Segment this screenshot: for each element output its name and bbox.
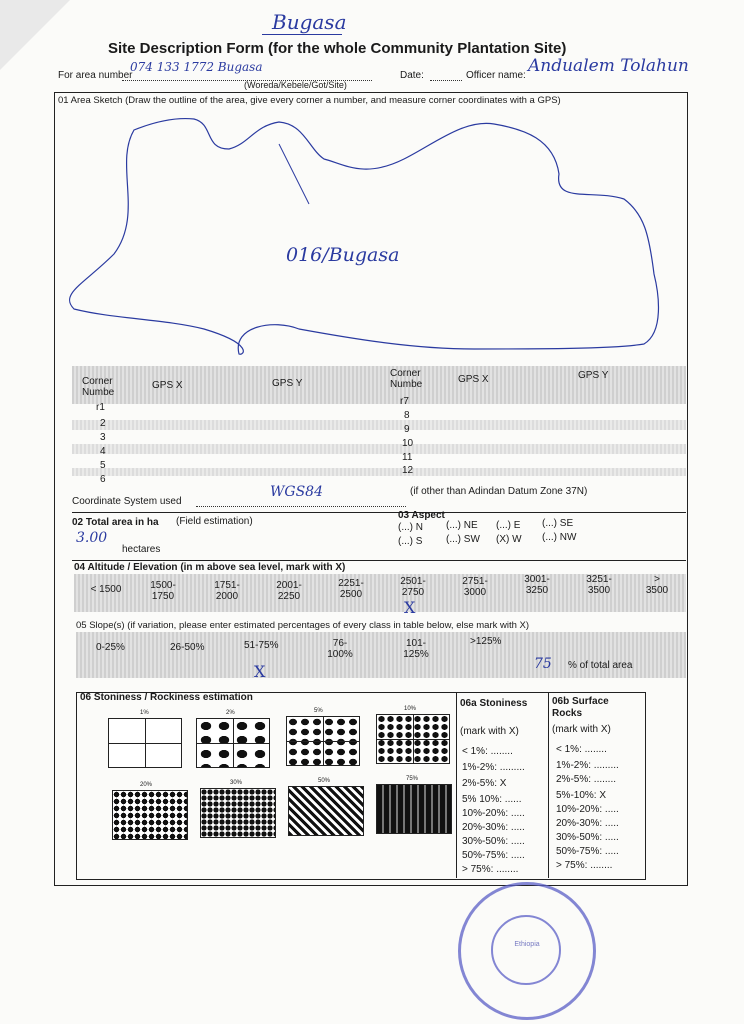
altitude-class[interactable]: < 1500 (90, 584, 122, 595)
surface-rocks-option[interactable]: < 1%: ........ (556, 744, 607, 755)
surface-rocks-title: 06b Surface Rocks (552, 696, 609, 719)
stoniness-option[interactable]: 10%-20%: ..... (462, 808, 525, 819)
stoniness-example-1pct (108, 718, 182, 768)
slope-band (76, 632, 686, 678)
official-stamp (458, 882, 596, 1020)
officer-value: Andualem Tolahun (528, 56, 689, 76)
area-sketch (54, 104, 686, 366)
surface-rocks-option[interactable]: 5%-10%: X (556, 790, 607, 801)
date-line (430, 80, 462, 81)
section-05-label: 05 Slope(s) (if variation, please enter estimated percentages of every class in table below, else mark with X) (76, 620, 530, 631)
date-label: Date: (400, 70, 424, 81)
example-label: 1% (140, 710, 149, 716)
altitude-class[interactable]: > 3500 (645, 574, 669, 596)
officer-label: Officer name: (466, 70, 526, 81)
gps-left-row: 2 (100, 418, 106, 429)
stoniness-option[interactable]: > 75%: ........ (462, 864, 519, 875)
section-03-label: 03 Aspect (398, 510, 445, 521)
handwritten-site-name: Bugasa (272, 10, 347, 34)
gps-left-row: 4 (100, 446, 106, 457)
stoniness-option[interactable]: 30%-50%: ..... (462, 836, 525, 847)
woreda-caption: (Woreda/Kebele/Got/Site) (244, 80, 347, 90)
aspect-w[interactable]: (X) W (496, 534, 522, 545)
stamp-emblem (491, 915, 561, 985)
gps-right-row: 9 (404, 424, 410, 435)
surface-rocks-option[interactable]: 1%-2%: ......... (556, 760, 619, 771)
stoniness-example-2pct (196, 718, 270, 768)
surface-rocks-option[interactable]: 50%-75%: ..... (556, 846, 619, 857)
stoniness-example-50pct (288, 786, 364, 836)
gps-right-row: r7 (400, 396, 409, 407)
example-label: 10% (404, 706, 417, 712)
slope-class[interactable]: 76-100% (327, 638, 353, 660)
gps-left-row: r1 (96, 402, 105, 413)
gps-right-col-x: GPS X (458, 374, 489, 385)
example-label: 5% (314, 708, 323, 714)
gps-left-row: 6 (100, 474, 106, 485)
aspect-ne[interactable]: (...) NE (446, 520, 478, 531)
section-04-label: 04 Altitude / Elevation (in m above sea level, mark with X) (74, 562, 346, 573)
altitude-class[interactable]: 3001-3250 (524, 574, 550, 596)
aspect-n[interactable]: (...) N (398, 522, 423, 533)
slope-class[interactable]: 51-75% (244, 640, 279, 651)
slope-class[interactable]: 26-50% (170, 642, 205, 653)
stoniness-option[interactable]: 2%-5%: X (462, 778, 507, 789)
gps-right-col-y: GPS Y (578, 370, 609, 381)
area-number-value: 074 133 1772 Bugasa (130, 60, 263, 74)
altitude-mark: X (404, 598, 416, 617)
surface-rocks-option[interactable]: 2%-5%: ........ (556, 774, 617, 785)
altitude-class[interactable]: 2751-3000 (462, 576, 488, 598)
coord-system-label: Coordinate System used (72, 496, 182, 507)
area-number-label: For area number (58, 70, 133, 81)
aspect-sw[interactable]: (...) SW (446, 534, 480, 545)
altitude-class[interactable]: 2001-2250 (276, 580, 302, 602)
section-02-sub: (Field estimation) (176, 516, 253, 527)
slope-class[interactable]: 0-25% (96, 642, 125, 653)
stoniness-example-10pct (376, 714, 450, 764)
aspect-nw[interactable]: (...) NW (542, 532, 577, 543)
section-06-label: 06 Stoniness / Rockiness estimation (80, 692, 253, 703)
total-area-unit: hectares (122, 544, 161, 555)
gps-right-row: 10 (402, 438, 414, 449)
aspect-e[interactable]: (...) E (496, 520, 521, 531)
stoniness-option[interactable]: 5% 10%: ...... (462, 794, 522, 805)
stoniness-example-5pct (286, 716, 360, 766)
example-label: 50% (318, 778, 331, 784)
gps-left-row: 5 (100, 460, 106, 471)
slope-class[interactable]: 101-125% (403, 638, 429, 660)
stamp-text: Ethiopia (514, 941, 540, 948)
stoniness-example-75pct (376, 784, 452, 834)
slope-class[interactable]: >125% (470, 636, 502, 647)
sketch-label: 016/Bugasa (286, 244, 400, 266)
form-title: Site Description Form (for the whole Community Plantation Site) (108, 40, 567, 57)
coord-note: (if other than Adindan Datum Zone 37N) (410, 486, 588, 497)
slope-mark: X (254, 662, 266, 681)
stoniness-example-20pct (112, 790, 188, 840)
aspect-s[interactable]: (...) S (398, 536, 423, 547)
section-02-label: 02 Total area in ha (72, 517, 159, 528)
gps-left-col-corner: Corner Numbe (82, 376, 115, 398)
altitude-class[interactable]: 1500-1750 (150, 580, 176, 602)
surface-rocks-option[interactable]: > 75%: ........ (556, 860, 613, 871)
stoniness-sub: (mark with X) (460, 726, 519, 737)
gps-right-row: 11 (402, 452, 413, 463)
gps-right-row: 12 (402, 465, 414, 476)
stoniness-title: 06a Stoniness (460, 698, 528, 709)
underline (262, 34, 342, 35)
surface-rocks-option[interactable]: 30%-50%: ..... (556, 832, 619, 843)
surface-rocks-sub: (mark with X) (552, 724, 611, 735)
gps-right-row: 8 (404, 410, 410, 421)
example-label: 20% (140, 782, 153, 788)
altitude-class[interactable]: 3251-3500 (586, 574, 612, 596)
section-01-label: 01 Area Sketch (Draw the outline of the area, give every corner a number, and measure corner coordinates with a GPS) (58, 95, 561, 106)
example-label: 75% (406, 776, 419, 782)
surface-rocks-option[interactable]: 20%-30%: ..... (556, 818, 619, 829)
altitude-class[interactable]: 2501-2750 (400, 576, 426, 598)
gps-left-col-y: GPS Y (272, 378, 303, 389)
stoniness-example-30pct (200, 788, 276, 838)
aspect-se[interactable]: (...) SE (542, 518, 574, 529)
gps-right-col-corner: Corner Numbe (390, 368, 423, 390)
example-label: 30% (230, 780, 243, 786)
stoniness-option[interactable]: 1%-2%: ......... (462, 762, 525, 773)
gps-left-col-x: GPS X (152, 380, 183, 391)
stoniness-option[interactable]: < 1%: ........ (462, 746, 513, 757)
slope-pct-label: % of total area (568, 660, 633, 671)
example-label: 2% (226, 710, 235, 716)
coord-system-value: WGS84 (270, 484, 323, 500)
surface-rocks-option[interactable]: 10%-20%: ..... (556, 804, 619, 815)
total-area-value: 3.00 (76, 530, 108, 546)
stoniness-option[interactable]: 20%-30%: ..... (462, 822, 525, 833)
sketch-outline (70, 119, 659, 355)
stoniness-option[interactable]: 50%-75%: ..... (462, 850, 525, 861)
altitude-class[interactable]: 2251-2500 (338, 578, 364, 600)
slope-percentage: 75 (534, 656, 552, 672)
altitude-class[interactable]: 1751-2000 (214, 580, 240, 602)
gps-left-row: 3 (100, 432, 106, 443)
folded-corner (0, 0, 70, 70)
